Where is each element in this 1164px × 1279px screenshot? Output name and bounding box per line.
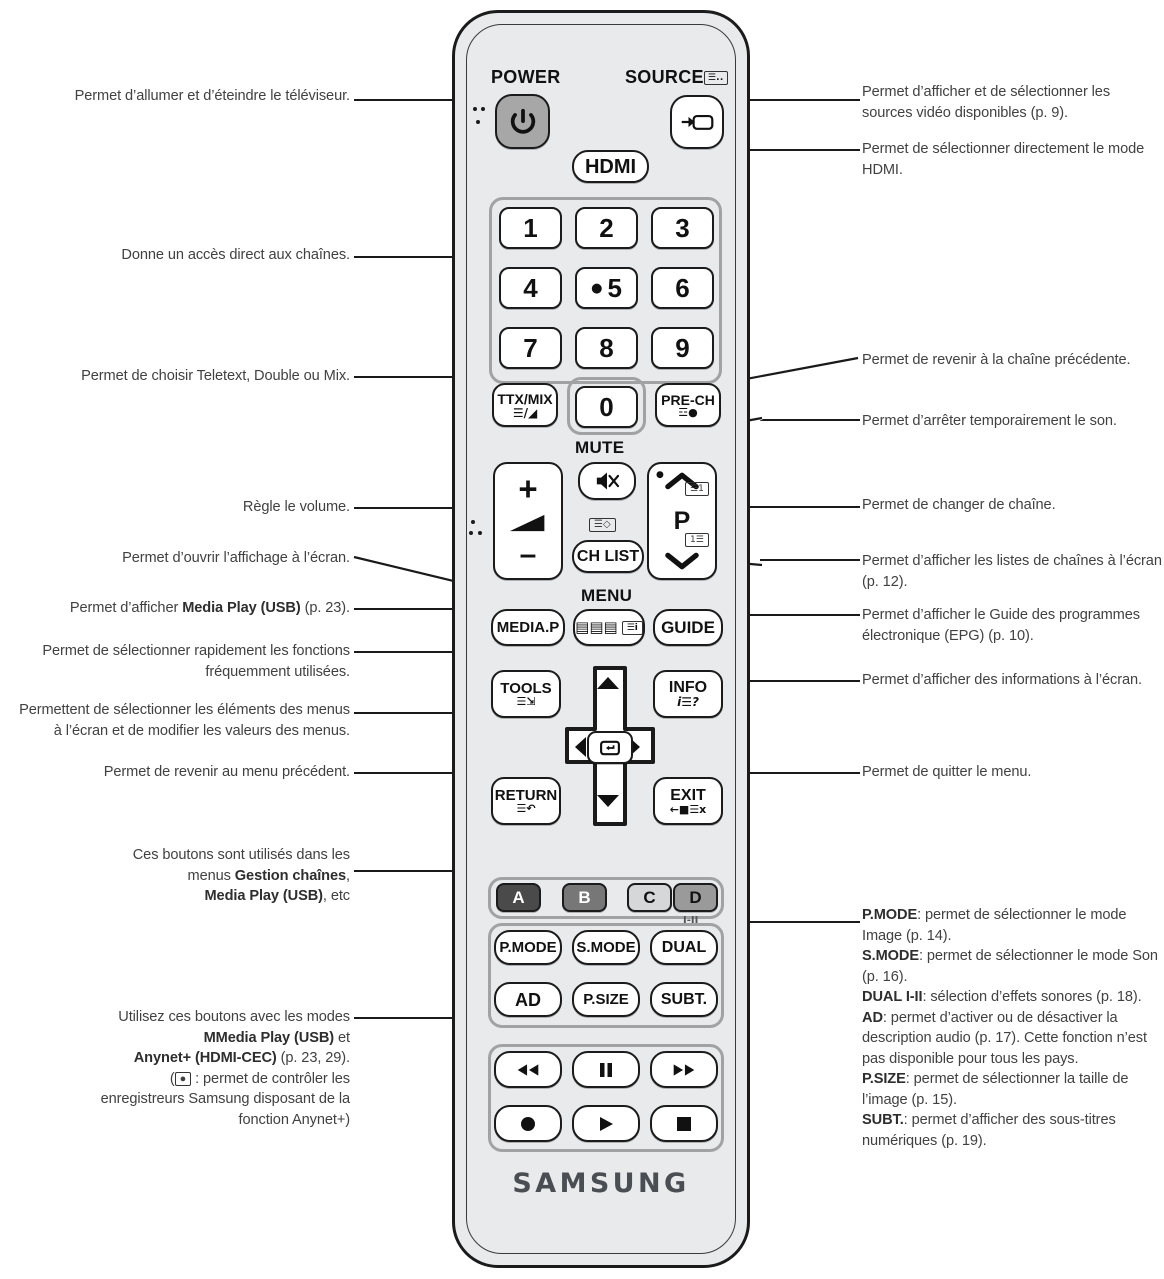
dpad-down-button[interactable] bbox=[595, 793, 625, 823]
annotation-colors bbox=[20, 845, 350, 907]
pause-button[interactable] bbox=[572, 1051, 640, 1088]
color-a-button[interactable]: A bbox=[496, 883, 541, 912]
annotation-info-text: Permet d’afficher des informations à l’écran. bbox=[862, 672, 1142, 688]
annotation-tools bbox=[20, 641, 350, 682]
leader-arrows bbox=[354, 711, 464, 714]
annotation-pmode: P.MODE: permet de sélectionner le mode Image (p. 14). bbox=[862, 907, 1127, 944]
number-7-button[interactable]: 7 bbox=[499, 327, 562, 369]
color-d-button[interactable]: D bbox=[673, 883, 718, 912]
dpad-up-button[interactable] bbox=[595, 675, 625, 705]
annotation-colors-line1: Ces boutons sont utilisés dans les bbox=[132, 847, 350, 863]
tools-button[interactable]: TOOLS ☰⇲ bbox=[491, 670, 561, 718]
mute-button[interactable] bbox=[578, 462, 636, 500]
stop-button[interactable] bbox=[650, 1105, 718, 1142]
source-button[interactable] bbox=[670, 95, 724, 149]
annotation-hdmi-text: Permet de sélectionner directement le mode HDMI. bbox=[862, 141, 1145, 178]
annotation-power bbox=[20, 86, 350, 107]
annotation-power-text: Permet d’allumer et d’éteindre le téléviseur. bbox=[74, 88, 350, 104]
return-icon: ☰↶ bbox=[516, 802, 536, 815]
channel-down-icon bbox=[665, 551, 699, 571]
source-input-icon bbox=[680, 110, 714, 134]
annotation-mediap-post: (p. 23). bbox=[300, 600, 350, 616]
smode-button[interactable]: S.MODE bbox=[572, 930, 640, 965]
annotation-p bbox=[862, 495, 1162, 516]
annotation-ttxmix-text: Permet de choisir Teletext, Double ou Mix. bbox=[81, 368, 350, 384]
annotation-modes bbox=[862, 905, 1164, 1151]
source-list-icon: ☰.. bbox=[704, 71, 728, 85]
leader-return bbox=[354, 771, 464, 774]
leader-mute2 bbox=[760, 418, 860, 421]
leader-chlist2 bbox=[760, 558, 860, 561]
return-button[interactable]: RETURN ☰↶ bbox=[491, 777, 561, 825]
pause-icon bbox=[599, 1062, 613, 1078]
channel-p-label: P bbox=[673, 506, 691, 535]
leader-tools bbox=[354, 650, 464, 653]
annotation-guide-text: Permet d’afficher le Guide des programmes électronique (EPG) (p. 10). bbox=[862, 607, 1140, 644]
annotation-media-line6: fonction Anynet+) bbox=[238, 1111, 350, 1128]
power-label: POWER bbox=[491, 67, 561, 87]
psize-button[interactable]: P.SIZE bbox=[572, 982, 640, 1017]
channel-dot-icon: ● bbox=[656, 470, 664, 480]
menu-label: MENU bbox=[581, 586, 633, 605]
annotation-exit bbox=[862, 762, 1162, 783]
arrow-left-icon bbox=[572, 735, 588, 759]
ad-button[interactable]: AD bbox=[494, 982, 562, 1017]
subt-button[interactable]: SUBT. bbox=[650, 982, 718, 1017]
number-4-button[interactable]: 4 bbox=[499, 267, 562, 309]
annotation-prech bbox=[862, 350, 1162, 371]
annotation-exit-text: Permet de quitter le menu. bbox=[862, 764, 1032, 780]
dual-button[interactable]: DUAL bbox=[650, 930, 718, 965]
ir-dots-middle bbox=[469, 520, 489, 546]
annotation-source bbox=[862, 82, 1162, 123]
volume-icon bbox=[508, 512, 548, 534]
number-5-button[interactable]: ● 5 bbox=[575, 267, 638, 309]
page-prev-icon: 1☰ bbox=[685, 533, 709, 547]
annotation-return bbox=[20, 762, 350, 783]
number-0-button[interactable]: 0 bbox=[575, 386, 638, 428]
samsung-wordmark: SAMSUNG bbox=[512, 1168, 690, 1199]
annotation-mediap-bold: Media Play (USB) bbox=[182, 600, 301, 616]
annotation-volume-text: Règle le volume. bbox=[242, 499, 350, 515]
rewind-button[interactable] bbox=[494, 1051, 562, 1088]
power-button[interactable] bbox=[495, 94, 550, 149]
dual-sub-label: I-II bbox=[683, 915, 699, 926]
annotation-media-controls bbox=[10, 1007, 350, 1130]
annotation-numbers-text: Donne un accès direct aux chaînes. bbox=[121, 247, 350, 263]
info-button[interactable]: INFO i☰? bbox=[653, 670, 723, 718]
info-icon: i☰? bbox=[677, 695, 699, 709]
stop-icon bbox=[676, 1116, 692, 1132]
page-next-icon: ☲1 bbox=[685, 482, 709, 496]
color-c-button[interactable]: C bbox=[627, 883, 672, 912]
annotation-return-text: Permet de revenir au menu précédent. bbox=[103, 764, 350, 780]
annotation-psize: P.SIZE: permet de sélectionner la taille de l’image (p. 15). bbox=[862, 1071, 1129, 1108]
rewind-icon bbox=[513, 1063, 543, 1077]
remote-inner-panel bbox=[466, 24, 736, 1254]
guide-button[interactable]: GUIDE bbox=[653, 609, 723, 646]
annotation-mute bbox=[862, 411, 1164, 432]
annotation-subt: SUBT.: permet d’afficher des sous-titres numériques (p. 19). bbox=[862, 1112, 1116, 1149]
record-circle-icon bbox=[519, 1115, 537, 1133]
tactile-dot-icon: ● bbox=[591, 280, 603, 296]
annotation-tools-text: Permet de sélectionner rapidement les fonctions fréquemment utilisées. bbox=[42, 643, 350, 680]
number-9-button[interactable]: 9 bbox=[651, 327, 714, 369]
leader-numbers bbox=[354, 255, 464, 258]
annotation-media-line1: Utilisez ces boutons avec les modes bbox=[118, 1009, 350, 1025]
leader-media bbox=[354, 1016, 464, 1019]
color-b-button[interactable]: B bbox=[562, 883, 607, 912]
arrow-up-icon bbox=[595, 675, 621, 691]
enter-icon bbox=[599, 740, 621, 756]
arrow-down-icon bbox=[595, 793, 621, 809]
volume-rocker[interactable] bbox=[493, 462, 563, 580]
prech-list-icon: ☲● bbox=[678, 405, 698, 419]
annotation-volume bbox=[20, 497, 350, 518]
annotation-smode: S.MODE: permet de sélectionner le mode Son (p. 16). bbox=[862, 948, 1158, 985]
annotation-numbers bbox=[20, 245, 350, 266]
annotation-media-line3: Anynet+ (HDMI-CEC) (p. 23, 29). bbox=[133, 1050, 350, 1066]
volume-up-label: + bbox=[518, 470, 538, 507]
annotation-ad: AD: permet d’activer ou de désactiver la description audio (p. 17). Cette fonction n’est pas disponible pour tous les pays. bbox=[862, 1009, 1147, 1067]
annotation-ttxmix bbox=[4, 366, 350, 387]
annotation-arrows bbox=[10, 700, 350, 741]
remote-control-body bbox=[452, 10, 750, 1268]
fastforward-button[interactable] bbox=[650, 1051, 718, 1088]
tools-icon: ☰⇲ bbox=[516, 695, 536, 708]
chlist-button[interactable]: CH LIST bbox=[572, 540, 644, 573]
ttxmix-button[interactable]: TTX/MIX ☰/◢ bbox=[492, 383, 558, 427]
volume-down-label: – bbox=[519, 538, 537, 571]
menu-icon: ▤▤▤ bbox=[575, 618, 618, 636]
annotation-arrows-text: Permettent de sélectionner les éléments des menus à l’écran et de modifier les valeurs des menus. bbox=[19, 702, 350, 739]
fastforward-icon bbox=[669, 1063, 699, 1077]
play-button[interactable] bbox=[572, 1105, 640, 1142]
number-2-button[interactable]: 2 bbox=[575, 207, 638, 249]
exit-button[interactable]: EXIT ←■☰x bbox=[653, 777, 723, 825]
annotation-colors-line3: Media Play (USB), etc bbox=[204, 888, 350, 904]
number-6-button[interactable]: 6 bbox=[651, 267, 714, 309]
source-label: SOURCE ☰.. bbox=[625, 67, 728, 88]
mute-label: MUTE bbox=[575, 438, 625, 457]
number-3-button[interactable]: 3 bbox=[651, 207, 714, 249]
menu-button[interactable] bbox=[573, 609, 645, 646]
annotation-hdmi bbox=[862, 139, 1162, 180]
mediap-button[interactable]: MEDIA.P bbox=[491, 609, 565, 646]
leader-ttxmix bbox=[354, 375, 464, 378]
pmode-button[interactable]: P.MODE bbox=[494, 930, 562, 965]
annotation-source-text: Permet d’afficher et de sélectionner les sources vidéo disponibles (p. 9). bbox=[862, 84, 1111, 121]
annotation-menu-text: Permet d’ouvrir l’affichage à l’écran. bbox=[122, 550, 350, 566]
annotation-dual: DUAL I-II: sélection d’effets sonores (p. 18). bbox=[862, 989, 1142, 1005]
power-icon bbox=[508, 107, 538, 137]
annotation-colors-line2: menus Gestion chaînes, bbox=[187, 867, 350, 884]
chlist-small-icon: ☰◇ bbox=[589, 518, 616, 532]
annotation-menu bbox=[20, 548, 350, 569]
annotation-media-line5: enregistreurs Samsung disposant de la bbox=[100, 1091, 350, 1107]
record-button[interactable] bbox=[494, 1105, 562, 1142]
annotation-prech-text: Permet de revenir à la chaîne précédente. bbox=[862, 352, 1131, 368]
teletext-mix-icon: ☰/◢ bbox=[512, 405, 538, 420]
play-icon bbox=[597, 1115, 615, 1133]
annotation-media-line4: ( ● : permet de contrôler les bbox=[169, 1070, 350, 1087]
ir-dots-top bbox=[471, 107, 489, 133]
record-icon: ● bbox=[175, 1072, 192, 1086]
prech-button[interactable]: PRE-CH ☲● bbox=[655, 383, 721, 427]
annotation-chlist-text: Permet d’afficher les listes de chaînes à l’écran (p. 12). bbox=[862, 553, 1162, 590]
number-1-button[interactable]: 1 bbox=[499, 207, 562, 249]
enter-button[interactable] bbox=[587, 731, 633, 764]
annotation-p-text: Permet de changer de chaîne. bbox=[862, 497, 1056, 513]
menu-info-icon: ☰i bbox=[622, 621, 643, 635]
annotation-mediap bbox=[0, 598, 350, 619]
annotation-info bbox=[862, 670, 1162, 691]
annotation-mute-text: Permet d’arrêter temporairement le son. bbox=[862, 413, 1117, 429]
hdmi-button[interactable]: HDMI bbox=[572, 150, 649, 183]
annotation-guide bbox=[862, 605, 1162, 646]
annotation-chlist bbox=[862, 551, 1162, 592]
annotation-mediap-pre: Permet d’afficher bbox=[69, 600, 183, 616]
annotation-media-line2: MMedia Play (USB) et bbox=[203, 1029, 350, 1046]
exit-icon: ←■☰x bbox=[669, 802, 707, 816]
number-8-button[interactable]: 8 bbox=[575, 327, 638, 369]
mute-icon bbox=[594, 470, 620, 492]
